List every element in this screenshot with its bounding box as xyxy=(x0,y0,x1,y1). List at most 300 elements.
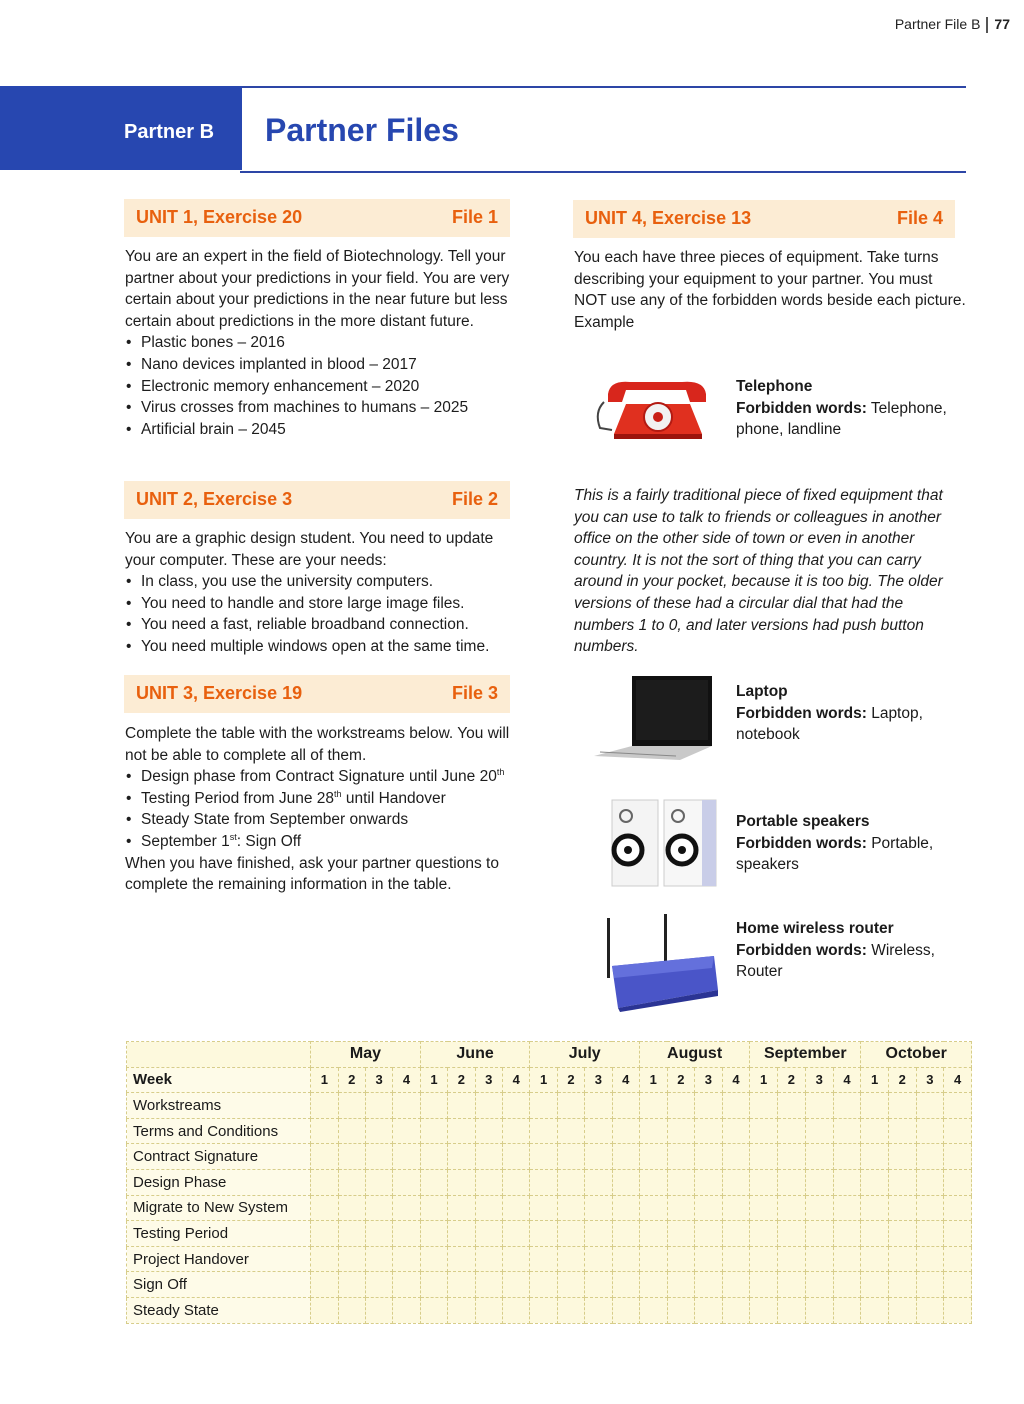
schedule-cell[interactable] xyxy=(393,1195,420,1221)
laptop-label xyxy=(736,681,961,746)
table-row xyxy=(127,1169,972,1195)
schedule-cell[interactable] xyxy=(916,1118,944,1144)
week-number: 1 xyxy=(420,1067,447,1093)
schedule-cell[interactable] xyxy=(639,1195,667,1221)
month-header: August xyxy=(639,1042,749,1068)
schedule-cell[interactable] xyxy=(420,1272,447,1298)
schedule-cell[interactable] xyxy=(338,1246,365,1272)
schedule-cell[interactable] xyxy=(420,1221,447,1247)
schedule-cell[interactable] xyxy=(365,1195,392,1221)
week-number: 2 xyxy=(557,1067,584,1093)
schedule-cell[interactable] xyxy=(861,1221,889,1247)
workstream-label: Design Phase xyxy=(127,1169,311,1195)
schedule-cell[interactable] xyxy=(338,1093,365,1119)
schedule-cell[interactable] xyxy=(667,1169,695,1195)
schedule-cell[interactable] xyxy=(393,1246,420,1272)
schedule-cell[interactable] xyxy=(833,1272,861,1298)
schedule-cell[interactable] xyxy=(557,1093,584,1119)
schedule-cell[interactable] xyxy=(639,1169,667,1195)
schedule-cell[interactable] xyxy=(530,1093,557,1119)
schedule-cell[interactable] xyxy=(833,1246,861,1272)
schedule-cell[interactable] xyxy=(448,1297,475,1323)
week-number: 2 xyxy=(888,1067,916,1093)
schedule-cell[interactable] xyxy=(311,1169,338,1195)
schedule-cell[interactable] xyxy=(916,1297,944,1323)
file2-heading-bar xyxy=(124,481,510,519)
list-item: • Steady State from September onwards xyxy=(125,809,520,831)
item-name: Laptop xyxy=(736,683,788,700)
file3-number: File 3 xyxy=(451,683,498,703)
partner-label: Partner B xyxy=(124,121,215,143)
workstream-label: Testing Period xyxy=(127,1221,311,1247)
schedule-cell[interactable] xyxy=(833,1221,861,1247)
schedule-cell[interactable] xyxy=(503,1272,530,1298)
superscript: th xyxy=(334,788,342,799)
schedule-cell[interactable] xyxy=(530,1195,557,1221)
schedule-cell[interactable] xyxy=(944,1246,972,1272)
schedule-cell[interactable] xyxy=(585,1272,612,1298)
schedule-cell[interactable] xyxy=(888,1195,916,1221)
schedule-cell[interactable] xyxy=(639,1246,667,1272)
schedule-cell[interactable] xyxy=(503,1246,530,1272)
schedule-cell[interactable] xyxy=(750,1144,778,1170)
schedule-cell[interactable] xyxy=(750,1169,778,1195)
schedule-cell[interactable] xyxy=(475,1272,502,1298)
file3-heading: UNIT 3, Exercise 19 xyxy=(136,683,303,703)
file4-intro: You each have three pieces of equipment. Take turns describing your equipment to your partner. You must NOT use any of the forbidden words beside each picture. xyxy=(574,249,966,310)
schedule-cell[interactable] xyxy=(667,1093,695,1119)
schedule-cell[interactable] xyxy=(722,1272,750,1298)
schedule-cell[interactable] xyxy=(557,1169,584,1195)
page-number: 77 xyxy=(994,16,1010,32)
week-number: 2 xyxy=(448,1067,475,1093)
schedule-cell[interactable] xyxy=(833,1297,861,1323)
schedule-cell[interactable] xyxy=(365,1144,392,1170)
schedule-cell[interactable] xyxy=(861,1169,889,1195)
schedule-cell[interactable] xyxy=(612,1093,639,1119)
week-number: 3 xyxy=(585,1067,612,1093)
schedule-cell[interactable] xyxy=(750,1118,778,1144)
schedule-cell[interactable] xyxy=(338,1144,365,1170)
workstream-label: Migrate to New System xyxy=(127,1195,311,1221)
telephone-label xyxy=(736,376,961,441)
week-number: 1 xyxy=(750,1067,778,1093)
schedule-cell[interactable] xyxy=(585,1246,612,1272)
schedule-cell[interactable] xyxy=(612,1169,639,1195)
schedule-cell[interactable] xyxy=(557,1272,584,1298)
schedule-cell[interactable] xyxy=(420,1118,447,1144)
list-item xyxy=(125,788,520,810)
schedule-cell[interactable] xyxy=(722,1246,750,1272)
forbidden-label: Forbidden words: xyxy=(736,704,867,722)
schedule-cell[interactable] xyxy=(557,1297,584,1323)
schedule-cell[interactable] xyxy=(612,1144,639,1170)
schedule-cell[interactable] xyxy=(475,1118,502,1144)
schedule-cell[interactable] xyxy=(612,1221,639,1247)
schedule-cell[interactable] xyxy=(639,1118,667,1144)
schedule-cell[interactable] xyxy=(722,1118,750,1144)
schedule-cell[interactable] xyxy=(667,1272,695,1298)
schedule-cell[interactable] xyxy=(944,1221,972,1247)
schedule-cell[interactable] xyxy=(750,1221,778,1247)
schedule-cell[interactable] xyxy=(888,1169,916,1195)
schedule-cell[interactable] xyxy=(861,1246,889,1272)
schedule-cell[interactable] xyxy=(612,1195,639,1221)
file2-number: File 2 xyxy=(451,489,498,509)
schedule-cell[interactable] xyxy=(944,1169,972,1195)
schedule-cell[interactable] xyxy=(338,1169,365,1195)
schedule-cell[interactable] xyxy=(530,1297,557,1323)
schedule-cell[interactable] xyxy=(311,1297,338,1323)
banner-bottom-rule xyxy=(240,171,966,173)
schedule-cell[interactable] xyxy=(695,1118,723,1144)
schedule-cell[interactable] xyxy=(557,1118,584,1144)
week-number: 2 xyxy=(778,1067,806,1093)
schedule-cell[interactable] xyxy=(833,1195,861,1221)
schedule-cell[interactable] xyxy=(503,1169,530,1195)
forbidden-words: Portable, speakers xyxy=(736,834,934,874)
speakers-label xyxy=(736,811,961,876)
schedule-cell[interactable] xyxy=(722,1221,750,1247)
schedule-cell[interactable] xyxy=(916,1093,944,1119)
schedule-cell[interactable] xyxy=(338,1118,365,1144)
schedule-cell[interactable] xyxy=(805,1272,833,1298)
schedule-cell[interactable] xyxy=(365,1169,392,1195)
file3-intro: Complete the table with the workstreams below. You will not be able to complete all of them. xyxy=(125,725,510,764)
schedule-cell[interactable] xyxy=(420,1195,447,1221)
schedule-cell[interactable] xyxy=(944,1195,972,1221)
schedule-cell[interactable] xyxy=(916,1272,944,1298)
workstream-label: Workstreams xyxy=(127,1093,311,1119)
schedule-cell[interactable] xyxy=(750,1297,778,1323)
week-number: 1 xyxy=(861,1067,889,1093)
schedule-cell[interactable] xyxy=(311,1144,338,1170)
month-header: September xyxy=(750,1042,861,1068)
schedule-cell[interactable] xyxy=(944,1272,972,1298)
schedule-cell[interactable] xyxy=(448,1093,475,1119)
schedule-cell[interactable] xyxy=(393,1297,420,1323)
schedule-cell[interactable] xyxy=(778,1221,806,1247)
schedule-cell[interactable] xyxy=(805,1144,833,1170)
week-number: 1 xyxy=(530,1067,557,1093)
schedule-cell[interactable] xyxy=(833,1144,861,1170)
schedule-cell[interactable] xyxy=(639,1272,667,1298)
week-number: 4 xyxy=(503,1067,530,1093)
divider xyxy=(986,17,988,33)
schedule-cell[interactable] xyxy=(805,1118,833,1144)
forbidden-label: Forbidden words: xyxy=(736,399,867,417)
schedule-cell[interactable] xyxy=(805,1195,833,1221)
list-item: • You need a fast, reliable broadband connection. xyxy=(125,614,525,636)
schedule-cell[interactable] xyxy=(393,1221,420,1247)
schedule-cell[interactable] xyxy=(311,1272,338,1298)
schedule-cell[interactable] xyxy=(612,1297,639,1323)
schedule-cell[interactable] xyxy=(722,1093,750,1119)
file3-list xyxy=(125,766,520,852)
schedule-cell[interactable] xyxy=(557,1221,584,1247)
schedule-cell[interactable] xyxy=(503,1118,530,1144)
schedule-cell[interactable] xyxy=(338,1297,365,1323)
week-number: 4 xyxy=(833,1067,861,1093)
schedule-cell[interactable] xyxy=(585,1221,612,1247)
schedule-cell[interactable] xyxy=(338,1272,365,1298)
table-row xyxy=(127,1093,972,1119)
schedule-cell[interactable] xyxy=(750,1272,778,1298)
schedule-cell[interactable] xyxy=(311,1221,338,1247)
schedule-cell[interactable] xyxy=(888,1221,916,1247)
schedule-cell[interactable] xyxy=(888,1093,916,1119)
schedule-cell[interactable] xyxy=(475,1093,502,1119)
schedule-cell[interactable] xyxy=(475,1195,502,1221)
table-row xyxy=(127,1246,972,1272)
list-item-text: until Handover xyxy=(341,789,446,807)
schedule-cell[interactable] xyxy=(365,1118,392,1144)
forbidden-words: Wireless, Router xyxy=(736,941,935,981)
schedule-cell[interactable] xyxy=(393,1093,420,1119)
schedule-cell[interactable] xyxy=(695,1221,723,1247)
router-icon xyxy=(602,914,720,1012)
schedule-cell[interactable] xyxy=(530,1169,557,1195)
file1-heading: UNIT 1, Exercise 20 xyxy=(136,207,303,227)
schedule-cell[interactable] xyxy=(393,1118,420,1144)
schedule-cell[interactable] xyxy=(475,1221,502,1247)
item-name: Portable speakers xyxy=(736,813,870,830)
week-number: 4 xyxy=(393,1067,420,1093)
schedule-cell[interactable] xyxy=(667,1118,695,1144)
schedule-cell[interactable] xyxy=(503,1195,530,1221)
schedule-cell[interactable] xyxy=(448,1144,475,1170)
list-item xyxy=(125,766,520,788)
schedule-cell[interactable] xyxy=(448,1221,475,1247)
schedule-cell[interactable] xyxy=(475,1144,502,1170)
schedule-cell[interactable] xyxy=(448,1169,475,1195)
month-header: July xyxy=(530,1042,640,1068)
schedule-cell[interactable] xyxy=(475,1297,502,1323)
superscript: th xyxy=(496,767,505,778)
schedule-cell[interactable] xyxy=(393,1169,420,1195)
schedule-cell[interactable] xyxy=(365,1221,392,1247)
schedule-cell[interactable] xyxy=(393,1272,420,1298)
schedule-cell[interactable] xyxy=(667,1144,695,1170)
schedule-cell[interactable] xyxy=(805,1297,833,1323)
schedule-cell[interactable] xyxy=(861,1118,889,1144)
schedule-cell[interactable] xyxy=(833,1118,861,1144)
schedule-cell[interactable] xyxy=(612,1272,639,1298)
workstream-label: Sign Off xyxy=(127,1272,311,1298)
week-number: 3 xyxy=(805,1067,833,1093)
schedule-cell[interactable] xyxy=(833,1169,861,1195)
item-name: Home wireless router xyxy=(736,920,894,937)
schedule-cell[interactable] xyxy=(778,1246,806,1272)
schedule-cell[interactable] xyxy=(475,1246,502,1272)
schedule-cell[interactable] xyxy=(639,1144,667,1170)
schedule-cell[interactable] xyxy=(916,1221,944,1247)
schedule-cell[interactable] xyxy=(448,1246,475,1272)
schedule-table xyxy=(126,1041,972,1324)
schedule-cell[interactable] xyxy=(888,1297,916,1323)
schedule-cell[interactable] xyxy=(750,1093,778,1119)
schedule-cell[interactable] xyxy=(916,1169,944,1195)
schedule-cell[interactable] xyxy=(944,1297,972,1323)
week-number: 1 xyxy=(639,1067,667,1093)
schedule-cell[interactable] xyxy=(944,1144,972,1170)
schedule-cell[interactable] xyxy=(585,1144,612,1170)
schedule-cell[interactable] xyxy=(888,1118,916,1144)
schedule-cell[interactable] xyxy=(916,1195,944,1221)
schedule-cell[interactable] xyxy=(667,1297,695,1323)
schedule-cell[interactable] xyxy=(778,1195,806,1221)
forbidden-label: Forbidden words: xyxy=(736,941,867,959)
schedule-cell[interactable] xyxy=(448,1272,475,1298)
schedule-cell[interactable] xyxy=(861,1144,889,1170)
schedule-cell[interactable] xyxy=(585,1118,612,1144)
schedule-cell[interactable] xyxy=(420,1297,447,1323)
schedule-cell[interactable] xyxy=(695,1169,723,1195)
workstream-label: Steady State xyxy=(127,1297,311,1323)
schedule-cell[interactable] xyxy=(530,1221,557,1247)
schedule-cell[interactable] xyxy=(585,1297,612,1323)
schedule-cell[interactable] xyxy=(722,1297,750,1323)
table-row xyxy=(127,1042,972,1068)
schedule-cell[interactable] xyxy=(916,1144,944,1170)
schedule-cell[interactable] xyxy=(722,1195,750,1221)
schedule-cell[interactable] xyxy=(530,1144,557,1170)
schedule-cell[interactable] xyxy=(861,1297,889,1323)
schedule-cell[interactable] xyxy=(778,1118,806,1144)
schedule-cell[interactable] xyxy=(420,1144,447,1170)
page-title: Partner Files xyxy=(265,112,459,148)
schedule-cell[interactable] xyxy=(557,1246,584,1272)
item-name: Telephone xyxy=(736,378,813,395)
schedule-cell[interactable] xyxy=(639,1221,667,1247)
schedule-cell[interactable] xyxy=(667,1195,695,1221)
file4-body xyxy=(574,247,966,333)
router-label xyxy=(736,918,961,983)
schedule-cell[interactable] xyxy=(612,1246,639,1272)
week-number: 4 xyxy=(944,1067,972,1093)
schedule-cell[interactable] xyxy=(695,1297,723,1323)
list-item: • Artificial brain – 2045 xyxy=(125,419,520,441)
schedule-cell[interactable] xyxy=(778,1144,806,1170)
schedule-cell[interactable] xyxy=(612,1118,639,1144)
forbidden-words: Laptop, notebook xyxy=(736,704,923,744)
schedule-cell[interactable] xyxy=(585,1195,612,1221)
week-number: 4 xyxy=(722,1067,750,1093)
schedule-cell[interactable] xyxy=(888,1272,916,1298)
list-item xyxy=(125,831,520,853)
schedule-cell[interactable] xyxy=(888,1246,916,1272)
schedule-cell[interactable] xyxy=(778,1297,806,1323)
schedule-cell[interactable] xyxy=(338,1195,365,1221)
schedule-cell[interactable] xyxy=(750,1246,778,1272)
schedule-cell[interactable] xyxy=(639,1297,667,1323)
schedule-cell[interactable] xyxy=(695,1272,723,1298)
schedule-cell[interactable] xyxy=(805,1093,833,1119)
schedule-cell[interactable] xyxy=(311,1246,338,1272)
schedule-cell[interactable] xyxy=(448,1118,475,1144)
list-item-text: September 1 xyxy=(141,832,230,850)
schedule-cell[interactable] xyxy=(805,1221,833,1247)
list-item-text: : Sign Off xyxy=(236,832,302,850)
schedule-cell[interactable] xyxy=(805,1246,833,1272)
schedule-cell[interactable] xyxy=(530,1246,557,1272)
schedule-cell[interactable] xyxy=(365,1272,392,1298)
schedule-cell[interactable] xyxy=(861,1093,889,1119)
schedule-cell[interactable] xyxy=(833,1093,861,1119)
schedule-cell[interactable] xyxy=(695,1246,723,1272)
schedule-cell[interactable] xyxy=(420,1246,447,1272)
workstream-label: Project Handover xyxy=(127,1246,311,1272)
schedule-cell[interactable] xyxy=(888,1144,916,1170)
schedule-cell[interactable] xyxy=(557,1144,584,1170)
schedule-cell[interactable] xyxy=(503,1093,530,1119)
schedule-cell[interactable] xyxy=(503,1221,530,1247)
month-header: June xyxy=(420,1042,530,1068)
schedule-cell[interactable] xyxy=(916,1246,944,1272)
schedule-cell[interactable] xyxy=(695,1195,723,1221)
schedule-cell[interactable] xyxy=(944,1093,972,1119)
schedule-cell[interactable] xyxy=(420,1169,447,1195)
week-number: 3 xyxy=(916,1067,944,1093)
schedule-cell[interactable] xyxy=(530,1118,557,1144)
schedule-cell[interactable] xyxy=(778,1093,806,1119)
schedule-cell[interactable] xyxy=(311,1195,338,1221)
schedule-cell[interactable] xyxy=(365,1093,392,1119)
schedule-cell[interactable] xyxy=(639,1093,667,1119)
schedule-cell[interactable] xyxy=(722,1144,750,1170)
schedule-cell[interactable] xyxy=(448,1195,475,1221)
schedule-cell[interactable] xyxy=(365,1297,392,1323)
schedule-cell[interactable] xyxy=(667,1246,695,1272)
schedule-cell[interactable] xyxy=(695,1144,723,1170)
week-number: 1 xyxy=(311,1067,338,1093)
schedule-cell[interactable] xyxy=(338,1221,365,1247)
schedule-cell[interactable] xyxy=(722,1169,750,1195)
laptop-icon xyxy=(590,672,714,764)
schedule-cell[interactable] xyxy=(557,1195,584,1221)
schedule-cell[interactable] xyxy=(805,1169,833,1195)
schedule-cell[interactable] xyxy=(311,1118,338,1144)
table-row xyxy=(127,1067,972,1093)
schedule-cell[interactable] xyxy=(750,1195,778,1221)
schedule-cell[interactable] xyxy=(503,1144,530,1170)
schedule-cell[interactable] xyxy=(475,1169,502,1195)
schedule-cell[interactable] xyxy=(778,1272,806,1298)
schedule-cell[interactable] xyxy=(530,1272,557,1298)
schedule-cell[interactable] xyxy=(393,1144,420,1170)
schedule-cell[interactable] xyxy=(861,1272,889,1298)
schedule-cell[interactable] xyxy=(667,1221,695,1247)
example-paragraph: This is a fairly traditional piece of fixed equipment that you can use to talk to friends or colleagues in another office on the other side of town or even in another country. It is not the sort of thing that you can carry around in your pocket, because it is too big. The older versions of these had a circular dial that had the numbers 1 to 0, and later versions had push button numbers. xyxy=(574,487,943,656)
week-number: 4 xyxy=(612,1067,639,1093)
table-corner-cell xyxy=(127,1042,311,1068)
schedule-cell[interactable] xyxy=(695,1093,723,1119)
schedule-cell[interactable] xyxy=(420,1093,447,1119)
schedule-cell[interactable] xyxy=(503,1297,530,1323)
file1-intro: You are an expert in the field of Biotechnology. Tell your partner about your predictions in your field. You are very certain about your predictions in the near future but less certain about predictions in the more distant future. xyxy=(125,248,510,330)
file3-heading-bar xyxy=(124,675,510,713)
schedule-cell[interactable] xyxy=(365,1246,392,1272)
schedule-cell[interactable] xyxy=(311,1093,338,1119)
month-header: May xyxy=(311,1042,421,1068)
week-number: 3 xyxy=(365,1067,392,1093)
schedule-cell[interactable] xyxy=(944,1118,972,1144)
schedule-cell[interactable] xyxy=(778,1169,806,1195)
schedule-cell[interactable] xyxy=(585,1169,612,1195)
schedule-cell[interactable] xyxy=(861,1195,889,1221)
table-row xyxy=(127,1144,972,1170)
schedule-cell[interactable] xyxy=(585,1093,612,1119)
